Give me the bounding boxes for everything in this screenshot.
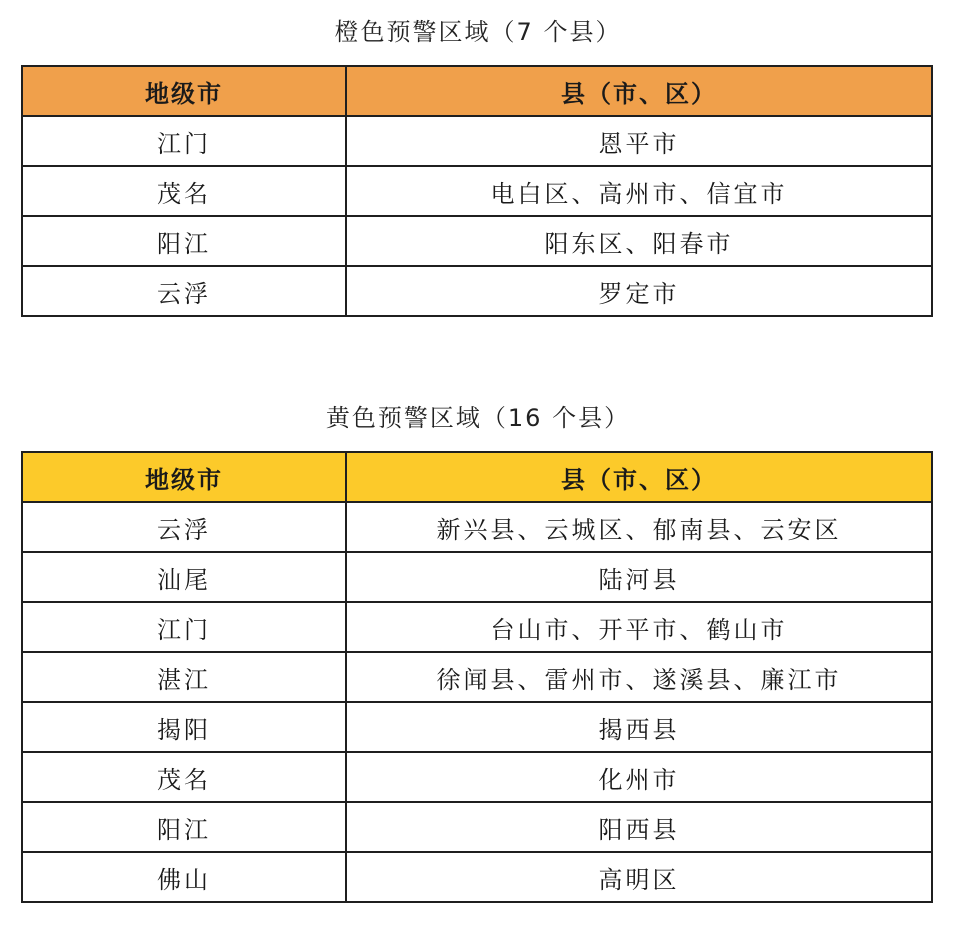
city-cell: 揭阳	[22, 702, 346, 752]
yellow-warning-table	[21, 451, 933, 903]
table-header-row	[22, 452, 932, 502]
orange-warning-title: 橙色预警区域（7 个县）	[334, 18, 622, 46]
city-cell: 茂名	[22, 166, 346, 216]
city-cell: 阳江	[22, 216, 346, 266]
table-header-row	[22, 66, 932, 116]
counties-cell: 罗定市	[346, 266, 932, 316]
table-row	[22, 702, 932, 752]
city-cell: 湛江	[22, 652, 346, 702]
orange-warning-table	[21, 65, 933, 317]
counties-cell: 阳西县	[346, 802, 932, 852]
table-row	[22, 216, 932, 266]
table-row	[22, 752, 932, 802]
table-row	[22, 852, 932, 902]
city-cell: 阳江	[22, 802, 346, 852]
counties-cell: 揭西县	[346, 702, 932, 752]
table-row	[22, 502, 932, 552]
counties-cell: 新兴县、云城区、郁南县、云安区	[346, 502, 932, 552]
city-cell: 汕尾	[22, 552, 346, 602]
table-row	[22, 802, 932, 852]
table-row	[22, 552, 932, 602]
yellow-warning-title: 黄色预警区域（16 个县）	[325, 404, 631, 432]
city-cell: 佛山	[22, 852, 346, 902]
counties-cell: 电白区、高州市、信宜市	[346, 166, 932, 216]
header-city: 地级市	[22, 66, 346, 116]
table-row	[22, 652, 932, 702]
counties-cell: 台山市、开平市、鹤山市	[346, 602, 932, 652]
counties-cell: 恩平市	[346, 116, 932, 166]
table-row	[22, 602, 932, 652]
counties-cell: 化州市	[346, 752, 932, 802]
city-cell: 云浮	[22, 266, 346, 316]
table-row	[22, 166, 932, 216]
city-cell: 茂名	[22, 752, 346, 802]
city-cell: 江门	[22, 602, 346, 652]
counties-cell: 阳东区、阳春市	[346, 216, 932, 266]
header-counties: 县（市、区）	[346, 452, 932, 502]
table-row	[22, 266, 932, 316]
header-city: 地级市	[22, 452, 346, 502]
city-cell: 江门	[22, 116, 346, 166]
counties-cell: 徐闻县、雷州市、遂溪县、廉江市	[346, 652, 932, 702]
counties-cell: 高明区	[346, 852, 932, 902]
header-counties: 县（市、区）	[346, 66, 932, 116]
city-cell: 云浮	[22, 502, 346, 552]
counties-cell: 陆河县	[346, 552, 932, 602]
table-row	[22, 116, 932, 166]
